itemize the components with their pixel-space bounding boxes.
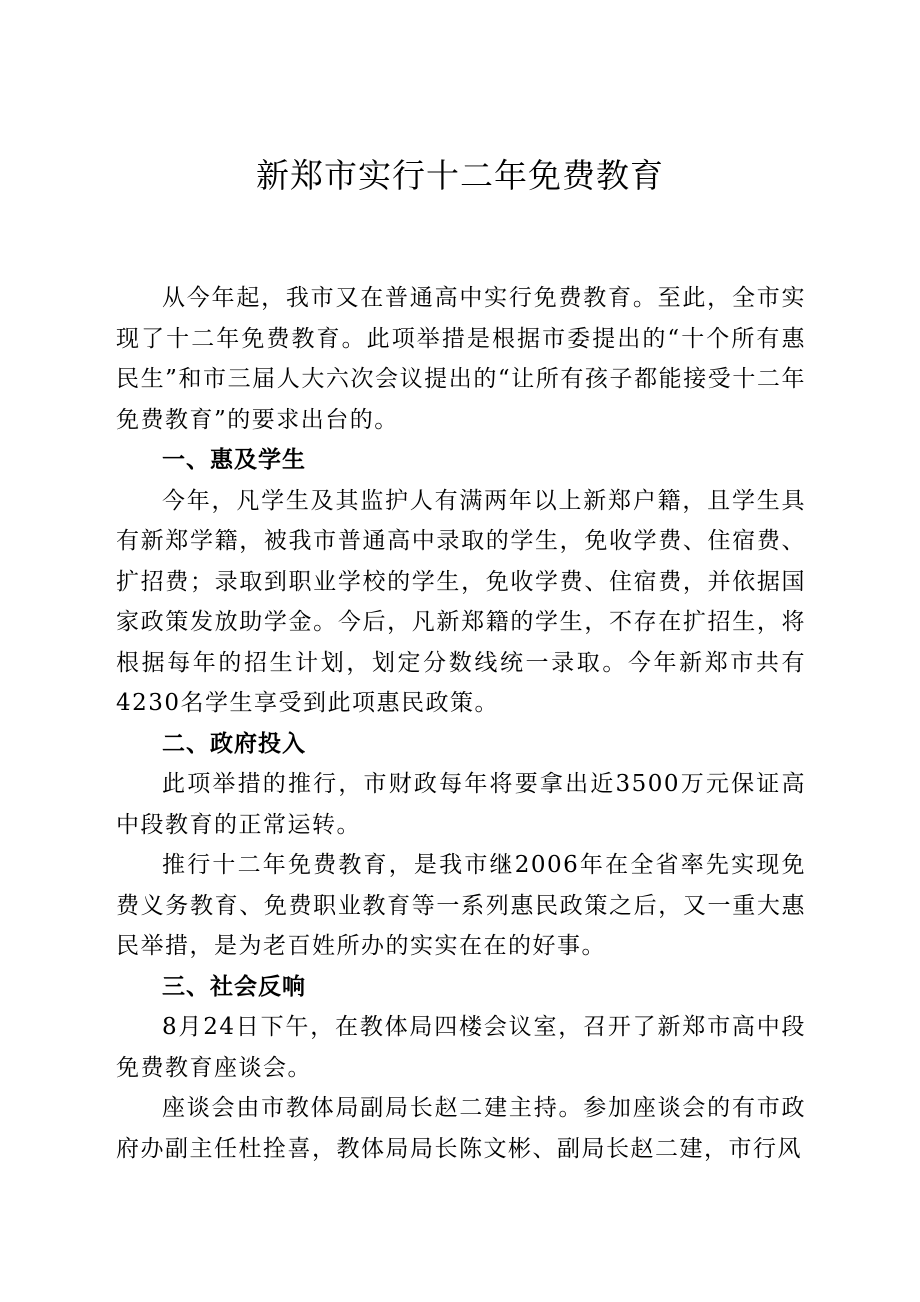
document-body: [116, 278, 806, 1169]
section3-paragraph-2: 座谈会由市教体局副局长赵二建主持。参加座谈会的有市政府办副主任杜拴喜，教体局局长陈文彬、副局长赵二建，市行风: [116, 1095, 806, 1162]
section-heading-government-investment: 二、政府投入: [162, 730, 306, 757]
section3-paragraph-1: 8月24日下午，在教体局四楼会议室，召开了新郑市高中段免费教育座谈会。: [116, 1014, 806, 1081]
section1-paragraph: 今年，凡学生及其监护人有满两年以上新郑户籍，且学生具有新郑学籍，被我市普通高中录取的学生，免收学费、住宿费、扩招费；录取到职业学校的学生，免收学费、住宿费，并依据国家政策发放助学金。今后，凡新郑籍的学生，不存在扩招生，将根据每年的招生计划，划定分数线统一录取。今年新郑市共有4230名学生享受到此项惠民政策。: [116, 487, 806, 716]
intro-paragraph: 从今年起，我市又在普通高中实行免费教育。至此，全市实现了十二年免费教育。此项举措是根据市委提出的“十个所有惠民生”和市三届人大六次会议提出的“让所有孩子都能接受十二年免费教育”的要求出台的。: [116, 285, 806, 433]
document-title: 新郑市实行十二年免费教育: [256, 156, 664, 195]
section2-paragraph-1: 此项举措的推行，市财政每年将要拿出近3500万元保证高中段教育的正常运转。: [116, 771, 806, 838]
section-heading-benefit-students: 一、惠及学生: [162, 447, 306, 473]
section-heading-social-response: 三、社会反响: [162, 973, 306, 1000]
section2-paragraph-2: 推行十二年免费教育，是我市继2006年在全省率先实现免费义务教育、免费职业教育等一系列惠民政策之后，又一重大惠民举措，是为老百姓所办的实实在在的好事。: [116, 852, 806, 959]
